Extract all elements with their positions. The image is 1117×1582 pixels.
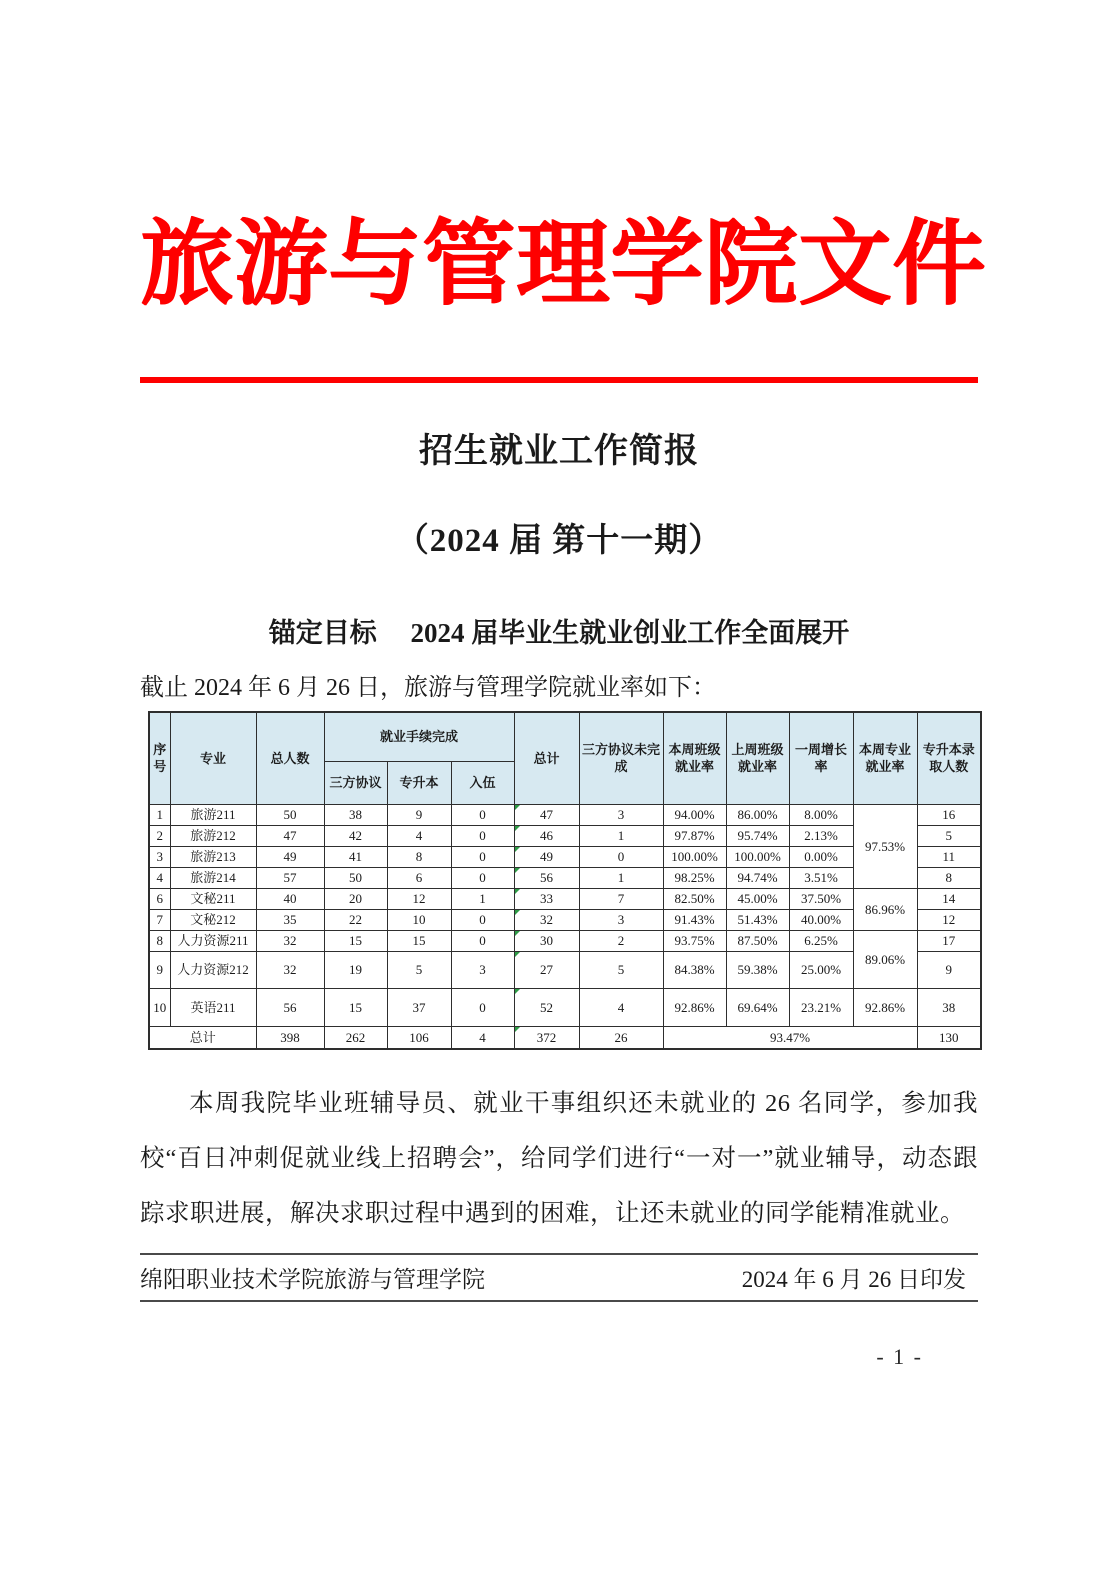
table-cell: 33 — [514, 889, 579, 910]
table-cell: 0 — [451, 910, 514, 931]
table-cell: 45.00% — [726, 889, 789, 910]
table-cell: 旅游214 — [170, 868, 256, 889]
table-cell: 94.00% — [663, 805, 726, 826]
intro-text: 截止 2024 年 6 月 26 日，旅游与管理学院就业率如下： — [140, 674, 716, 701]
table-cell: 15 — [387, 931, 451, 952]
table-cell: 17 — [917, 931, 981, 952]
table-row — [149, 805, 981, 826]
table-cell: 6.25% — [789, 931, 853, 952]
table-cell: 7 — [579, 889, 663, 910]
table-cell: 47 — [256, 826, 324, 847]
table-cell: 0 — [579, 847, 663, 868]
table-cell: 41 — [324, 847, 387, 868]
table-cell: 87.50% — [726, 931, 789, 952]
table-header-row-1 — [149, 712, 981, 762]
table-cell: 0 — [451, 989, 514, 1027]
table-cell: 35 — [256, 910, 324, 931]
red-divider — [140, 377, 978, 383]
table-cell: 旅游213 — [170, 847, 256, 868]
table-cell: 0 — [451, 868, 514, 889]
table-cell: 38 — [324, 805, 387, 826]
table-cell: 92.86% — [853, 989, 917, 1027]
table-cell: 6 — [149, 889, 170, 910]
table-cell: 30 — [514, 931, 579, 952]
table-cell: 4 — [387, 826, 451, 847]
table-cell: 38 — [917, 989, 981, 1027]
table-row — [149, 989, 981, 1027]
table-cell: 23.21% — [789, 989, 853, 1027]
table-cell: 5 — [917, 826, 981, 847]
table-cell: 3 — [579, 805, 663, 826]
header-procedures-group: 就业手续完成 — [324, 712, 514, 762]
table-cell: 32 — [256, 931, 324, 952]
table-cell: 100.00% — [726, 847, 789, 868]
table-cell: 46 — [514, 826, 579, 847]
table-cell: 26 — [579, 1027, 663, 1049]
table-cell: 旅游211 — [170, 805, 256, 826]
table-cell: 93.75% — [663, 931, 726, 952]
table-cell: 3 — [451, 952, 514, 989]
table-cell: 57 — [256, 868, 324, 889]
banner-title: 旅游与管理学院文件 — [140, 214, 986, 317]
table-cell: 59.38% — [726, 952, 789, 989]
table-cell: 56 — [514, 868, 579, 889]
header-sanfang: 三方协议 — [324, 762, 387, 805]
table-cell: 86.96% — [853, 889, 917, 931]
table-cell: 82.50% — [663, 889, 726, 910]
table-cell: 文秘211 — [170, 889, 256, 910]
table-cell: 49 — [256, 847, 324, 868]
table-cell: 总计 — [149, 1027, 256, 1049]
employment-rate-table — [148, 711, 982, 1050]
table-cell: 10 — [387, 910, 451, 931]
table-cell: 56 — [256, 989, 324, 1027]
table-cell: 5 — [387, 952, 451, 989]
footer-issuer: 绵阳职业技术学院旅游与管理学院 — [140, 1266, 485, 1292]
table-cell: 84.38% — [663, 952, 726, 989]
table-cell: 19 — [324, 952, 387, 989]
table-cell: 37.50% — [789, 889, 853, 910]
footer-row — [140, 1253, 978, 1302]
table-cell: 15 — [324, 931, 387, 952]
table-cell: 22 — [324, 910, 387, 931]
table-cell: 14 — [917, 889, 981, 910]
table-cell: 12 — [917, 910, 981, 931]
table-cell: 人力资源211 — [170, 931, 256, 952]
table-cell: 文秘212 — [170, 910, 256, 931]
table-cell: 3.51% — [789, 868, 853, 889]
table-cell: 47 — [514, 805, 579, 826]
table-cell: 100.00% — [663, 847, 726, 868]
table-cell: 40.00% — [789, 910, 853, 931]
table-cell: 16 — [917, 805, 981, 826]
table-cell: 40 — [256, 889, 324, 910]
table-cell: 英语211 — [170, 989, 256, 1027]
header-total-students: 总人数 — [256, 712, 324, 805]
table-cell: 91.43% — [663, 910, 726, 931]
table-total-row — [149, 1027, 981, 1049]
header-major: 专业 — [170, 712, 256, 805]
table-cell: 8 — [917, 868, 981, 889]
table-cell: 86.00% — [726, 805, 789, 826]
table-row — [149, 889, 981, 910]
table-cell: 94.74% — [726, 868, 789, 889]
table-cell: 8 — [387, 847, 451, 868]
table-cell: 27 — [514, 952, 579, 989]
section-heading: 锚定目标 2024 届毕业生就业创业工作全面展开 — [268, 617, 850, 648]
header-zhuanshengben: 专升本 — [387, 762, 451, 805]
table-cell: 1 — [451, 889, 514, 910]
body-paragraph: 本周我院毕业班辅导员、就业干事组织还未就业的 26 名同学，参加我校“百日冲刺促就业线上招聘会”，给同学们进行“一对一”就业辅导，动态跟踪求职进展，解决求职过程中遇到的困难，让还未就业的同学能精准就业。 — [140, 1089, 978, 1227]
table-cell: 9 — [387, 805, 451, 826]
table-cell: 7 — [149, 910, 170, 931]
header-total: 总计 — [514, 712, 579, 805]
table-cell: 15 — [324, 989, 387, 1027]
table-cell: 4 — [579, 989, 663, 1027]
header-zsb-admitted: 专升本录取人数 — [917, 712, 981, 805]
table-cell: 0 — [451, 847, 514, 868]
table-cell: 52 — [514, 989, 579, 1027]
table-cell: 0 — [451, 826, 514, 847]
table-cell: 50 — [256, 805, 324, 826]
table-cell: 3 — [579, 910, 663, 931]
table-cell: 8 — [149, 931, 170, 952]
table-cell: 106 — [387, 1027, 451, 1049]
table-cell: 20 — [324, 889, 387, 910]
employment-table-body — [149, 805, 981, 1049]
table-cell: 4 — [451, 1027, 514, 1049]
header-week-class-rate: 本周班级就业率 — [663, 712, 726, 805]
table-cell: 0 — [451, 805, 514, 826]
table-cell: 2 — [579, 931, 663, 952]
table-cell: 51.43% — [726, 910, 789, 931]
table-cell: 9 — [917, 952, 981, 989]
table-header — [149, 712, 981, 805]
header-week-major-rate: 本周专业就业率 — [853, 712, 917, 805]
header-last-week-class-rate: 上周班级就业率 — [726, 712, 789, 805]
doc-subtitle: （2024 届 第十一期） — [395, 522, 723, 559]
table-cell: 98.25% — [663, 868, 726, 889]
table-cell: 97.53% — [853, 805, 917, 889]
table-cell: 人力资源212 — [170, 952, 256, 989]
table-row — [149, 931, 981, 952]
employment-table-wrap — [148, 711, 978, 1050]
table-cell: 372 — [514, 1027, 579, 1049]
table-cell: 0.00% — [789, 847, 853, 868]
table-cell: 1 — [579, 868, 663, 889]
table-cell: 49 — [514, 847, 579, 868]
header-seq: 序号 — [149, 712, 170, 805]
table-cell: 42 — [324, 826, 387, 847]
page-number: - 1 - — [876, 1343, 923, 1369]
table-cell: 1 — [149, 805, 170, 826]
table-cell: 262 — [324, 1027, 387, 1049]
table-cell: 3 — [149, 847, 170, 868]
table-cell: 37 — [387, 989, 451, 1027]
table-cell: 6 — [387, 868, 451, 889]
header-sanfang-incomplete: 三方协议未完成 — [579, 712, 663, 805]
table-cell: 50 — [324, 868, 387, 889]
table-cell: 2 — [149, 826, 170, 847]
doc-title: 招生就业工作简报 — [419, 432, 699, 470]
table-cell: 2.13% — [789, 826, 853, 847]
table-cell: 69.64% — [726, 989, 789, 1027]
table-cell: 10 — [149, 989, 170, 1027]
table-cell: 89.06% — [853, 931, 917, 989]
table-cell: 9 — [149, 952, 170, 989]
table-cell: 25.00% — [789, 952, 853, 989]
table-cell: 92.86% — [663, 989, 726, 1027]
table-cell: 93.47% — [663, 1027, 917, 1049]
table-cell: 0 — [451, 931, 514, 952]
table-cell: 97.87% — [663, 826, 726, 847]
table-cell: 95.74% — [726, 826, 789, 847]
table-cell: 32 — [256, 952, 324, 989]
table-cell: 32 — [514, 910, 579, 931]
table-cell: 8.00% — [789, 805, 853, 826]
table-cell: 旅游212 — [170, 826, 256, 847]
footer-print-date: 2024 年 6 月 26 日印发 — [741, 1266, 966, 1292]
document-page — [0, 213, 1117, 1582]
table-cell: 398 — [256, 1027, 324, 1049]
table-cell: 12 — [387, 889, 451, 910]
header-week-growth: 一周增长率 — [789, 712, 853, 805]
table-cell: 1 — [579, 826, 663, 847]
header-ruwu: 入伍 — [451, 762, 514, 805]
table-cell: 5 — [579, 952, 663, 989]
table-cell: 130 — [917, 1027, 981, 1049]
table-cell: 4 — [149, 868, 170, 889]
table-cell: 11 — [917, 847, 981, 868]
